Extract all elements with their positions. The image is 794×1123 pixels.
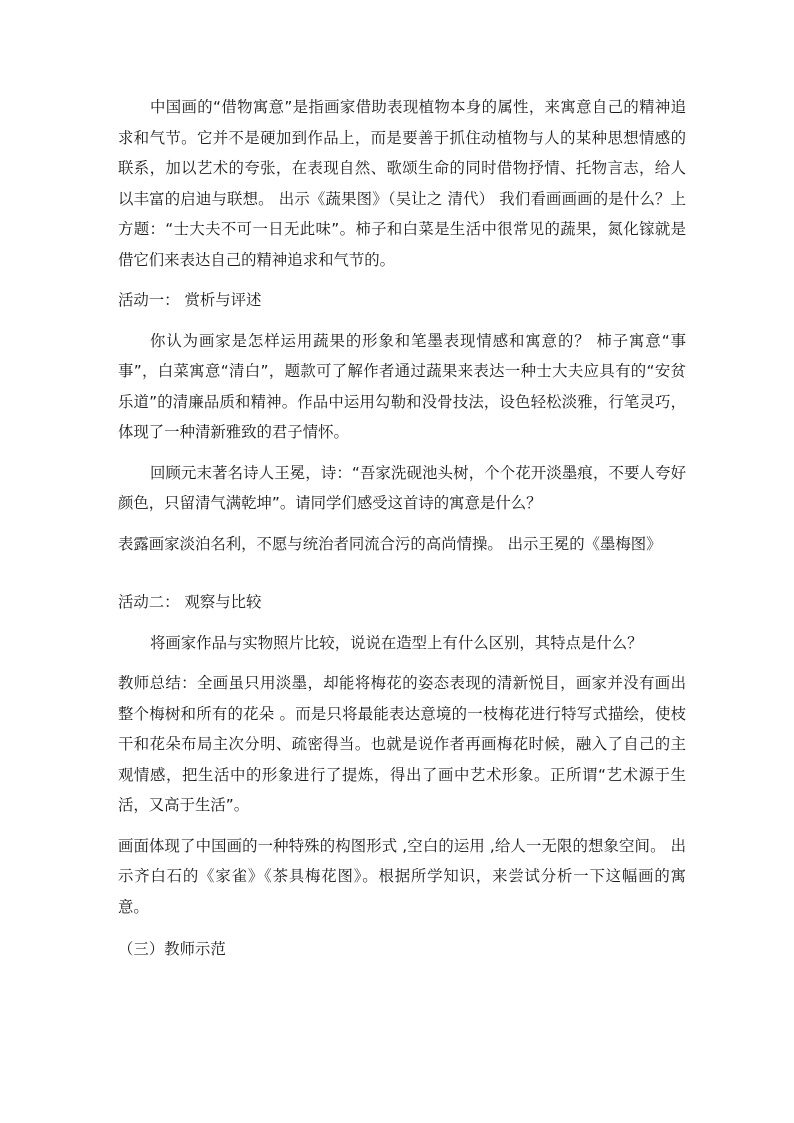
appreciation-paragraph: 你认为画家是怎样运用蔬果的形象和笔墨表现情感和寓意的？ 柿子寓意“事事”，白菜寓意“清白”，题款可了解作者通过蔬果来表达一种士大夫应具有的“安贫乐道”的清廉品质和精神。作品中运用勾勒和没骨技法，设色轻松淡雅，行笔灵巧，体现了一种清新雅致的君子情怀。: [118, 331, 686, 441]
poem-paragraph: 回顾元末著名诗人王冕，诗：“吾家洗砚池头树，个个花开淡墨痕，不要人夸好颜色，只留清气满乾坤”。请同学们感受这首诗的寓意是什么？: [118, 463, 686, 512]
comparison-paragraph: 将画家作品与实物照片比较，说说在造型上有什么区别，其特点是什么？: [150, 633, 643, 652]
activity-two-heading: 活动二： 观察与比较: [118, 593, 262, 611]
activity-one-heading: 活动一： 赏析与评述: [118, 291, 262, 309]
document-body: [118, 92, 686, 965]
sentiment-paragraph: 表露画家淡泊名利，不愿与统治者同流合污的高尚情操。 出示王冕的《墨梅图》: [118, 534, 662, 553]
composition-paragraph: 画面体现了中国画的一种特殊的构图形式 ,空白的运用 ,给人一无限的想象空间。 出示齐白石的《家雀》《茶具梅花图》。根据所学知识，来尝试分析一下这幅画的寓意。: [118, 836, 686, 916]
teacher-demo-heading: （三）教师示范: [118, 940, 226, 958]
intro-paragraph: 中国画的“借物寓意”是指画家借助表现植物本身的属性，来寓意自己的精神追求和气节。它并不是硬加到作品上，而是要善于抓住动植物与人的某种思想情感的联系，加以艺术的夸张，在表现自然、歌颂生命的同时借物抒情、托物言志，给人以丰富的启迪与联想。 出示《蔬果图》（吴让之 清代） 我们看画画画的是什么？上方题：“士大夫不可一日无此味”。柿子和白菜是生活中很常见的蔬果，氮化镓就是借它们来表达自己的精神追求和气节的。: [118, 98, 686, 269]
teacher-summary-paragraph: 教师总结：全画虽只用淡墨，却能将梅花的姿态表现的清新悦目，画家并没有画出整个梅树和所有的花朵 。而是只将最能表达意境的一枝梅花进行特写式描绘，使枝干和花朵布局主次分明、疏密得当。也就是说作者再画梅花时候，融入了自己的主观情感，把生活中的形象进行了提炼，得出了画中艺术形象。正所谓“艺术源于生活，又高于生活”。: [118, 674, 686, 814]
